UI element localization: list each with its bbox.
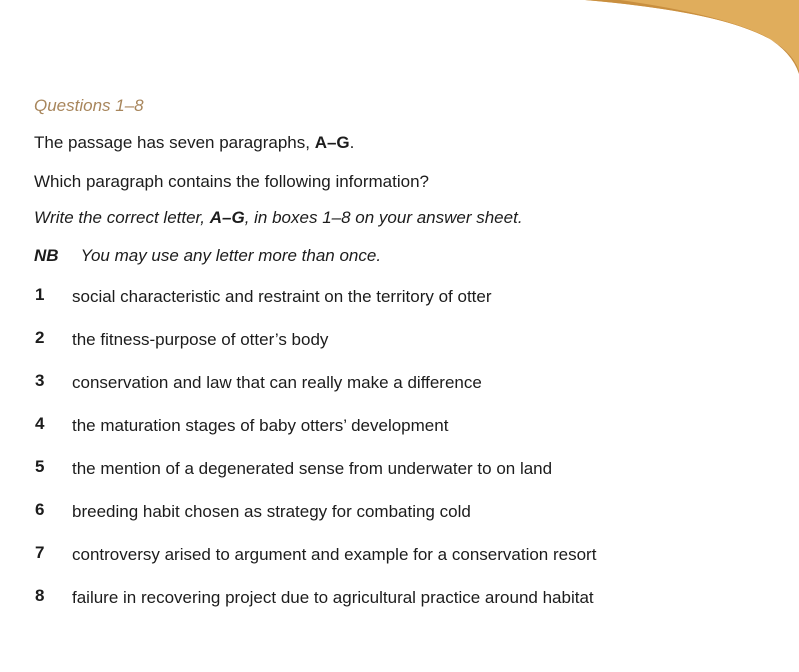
question-text: the mention of a degenerated sense from underwater to on land (72, 459, 553, 478)
question-text: the maturation stages of baby otters’ development (72, 416, 449, 435)
question-number: 1 (35, 285, 45, 304)
question-text: failure in recovering project due to agricultural practice around habitat (72, 588, 594, 607)
questions-heading: Questions 1–8 (34, 96, 144, 115)
question-prompt: Which paragraph contains the following information? (34, 172, 430, 191)
question-text: social characteristic and restraint on the territory of otter (72, 287, 492, 306)
intro-letter-range: A–G (314, 133, 350, 152)
intro-text-start: The passage has seven paragraphs, (34, 133, 315, 152)
question-number: 7 (35, 543, 45, 562)
intro-text-end: . (349, 133, 355, 152)
question-text: breeding habit chosen as strategy for combating cold (72, 502, 471, 521)
question-number: 5 (35, 457, 45, 476)
instruction-start: Write the correct letter, (34, 208, 210, 227)
intro-text (34, 133, 354, 153)
instruction-letter-range: A–G (209, 208, 245, 227)
question-number: 6 (35, 500, 45, 519)
question-text: controversy arised to argument and example for a conservation resort (72, 545, 597, 564)
instruction-text (34, 208, 523, 228)
nb-note (34, 246, 381, 266)
nb-label: NB (34, 246, 59, 265)
question-text: the fitness-purpose of otter’s body (72, 330, 329, 349)
question-number: 3 (35, 371, 45, 390)
question-number: 4 (35, 414, 45, 433)
instruction-end: , in boxes 1–8 on your answer sheet. (244, 208, 523, 227)
question-number: 8 (35, 586, 45, 605)
question-number: 2 (35, 328, 45, 347)
nb-text: You may use any letter more than once. (80, 246, 382, 265)
page-corner-decoration (0, 0, 799, 90)
question-text: conservation and law that can really make a difference (72, 373, 482, 392)
